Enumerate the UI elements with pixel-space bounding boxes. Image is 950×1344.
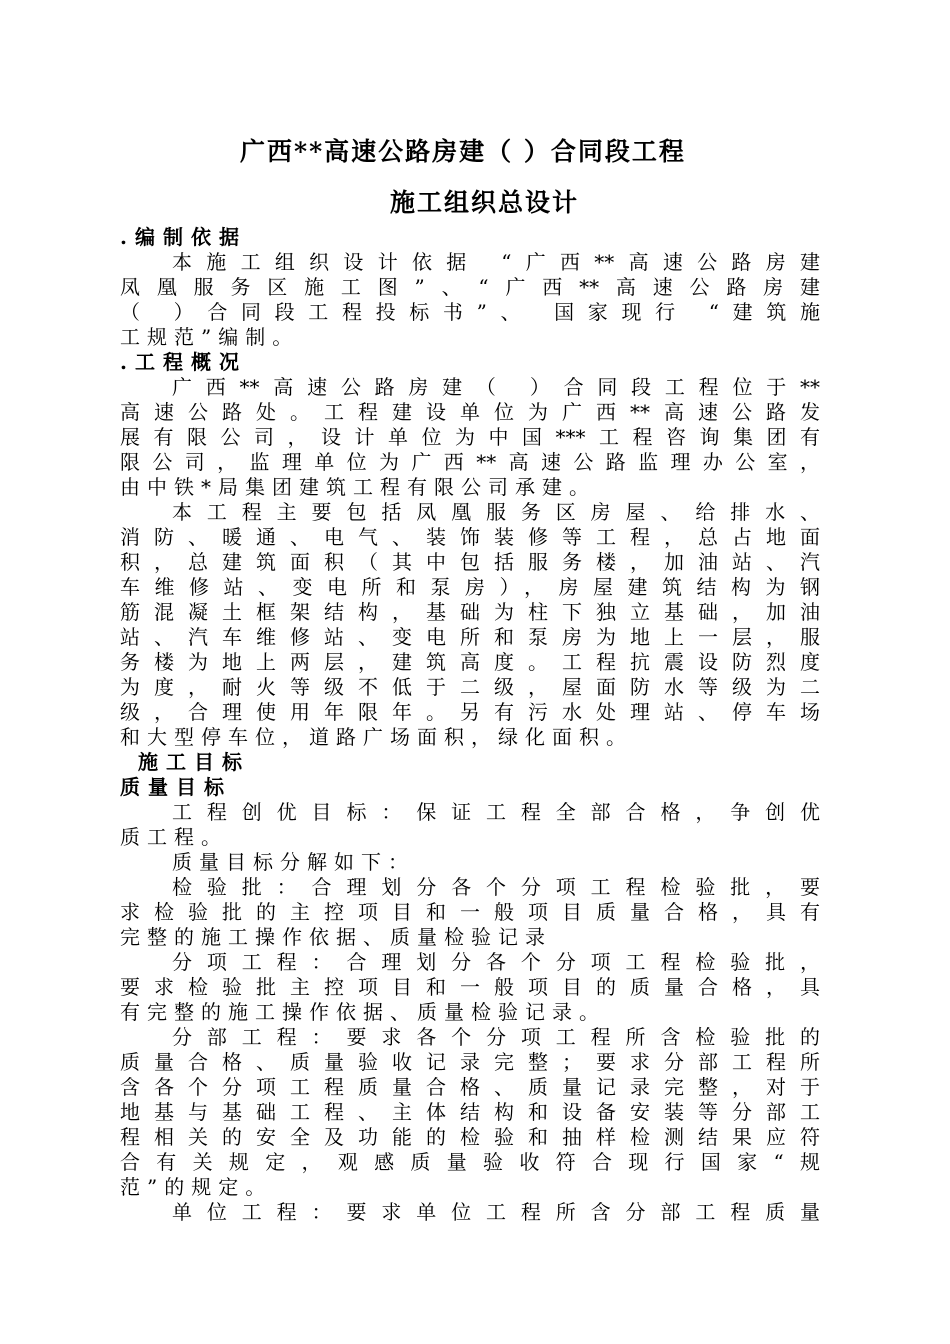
paragraph-line: 由中铁*局集团建筑工程有限公司承建。: [120, 475, 596, 499]
paragraph-line: 质量合格、质量验收记录完整；要求分部工程所: [120, 1050, 820, 1074]
document-subtitle: 施工组织总设计: [390, 188, 580, 217]
paragraph-line: 要求检验批主控项目和一般项目的质量合格，具: [120, 975, 820, 999]
paragraph-line: 地基与基础工程、主体结构和设备安装等分部工: [120, 1100, 820, 1124]
paragraph-line: 本施工组织设计依据 “广西**高速公路房建: [172, 250, 820, 274]
paragraph-line: 完整的施工操作依据、质量检验记录: [120, 925, 552, 949]
paragraph-line: 务楼为地上两层，建筑高度。工程抗震设防烈度: [120, 650, 820, 674]
paragraph-line: 消防、暖通、电气、装饰装修等工程，总占地面: [120, 525, 820, 549]
section-heading-overview: .工程概况: [120, 350, 247, 374]
paragraph-line: 质工程。: [120, 825, 228, 849]
paragraph-line: 含各个分项工程质量合格、质量记录完整，对于: [120, 1075, 820, 1099]
document-title: 广西**高速公路房建（ ）合同段工程: [240, 137, 686, 166]
section-heading-goals: 施工目标: [138, 750, 250, 774]
paragraph-line: 范”的规定。: [120, 1175, 273, 1199]
paragraph-line: 求检验批的主控项目和一般项目质量合格，具有: [120, 900, 820, 924]
section-heading-basis: .编制依据: [120, 225, 247, 249]
paragraph-line: 高速公路处。工程建设单位为广西**高速公路发: [120, 400, 820, 424]
paragraph-line: 凤凰服务区施工图”、“广西**高速公路房建: [120, 275, 820, 299]
paragraph-line: 本工程主要包括凤凰服务区房屋、给排水、: [172, 500, 820, 524]
paragraph-line: （ ）合同段工程投标书”、 国家现行 “建筑施: [120, 300, 820, 324]
paragraph-line: 积，总建筑面积（其中包括服务楼，加油站、汽: [120, 550, 820, 574]
paragraph-line: 工规范”编制。: [120, 325, 300, 349]
paragraph-line: 工程创优目标：保证工程全部合格，争创优: [172, 800, 820, 824]
paragraph-line: 合有关规定，观感质量验收符合现行国家“规: [120, 1150, 820, 1174]
paragraph-line: 分部工程：要求各个分项工程所含检验批的: [172, 1025, 820, 1049]
paragraph-line: 和大型停车位，道路广场面积，绿化面积。: [120, 725, 633, 749]
paragraph-line: 为度，耐火等级不低于二级，屋面防水等级为二: [120, 675, 820, 699]
paragraph-line: 限公司，监理单位为广西**高速公路监理办公室，: [120, 450, 820, 474]
paragraph-line: 程相关的安全及功能的检验和抽样检测结果应符: [120, 1125, 820, 1149]
paragraph-line: 展有限公司，设计单位为中国***工程咨询集团有: [120, 425, 820, 449]
paragraph-line: 筋混凝土框架结构，基础为柱下独立基础，加油: [120, 600, 820, 624]
paragraph-line: 车维修站、变电所和泵房），房屋建筑结构为钢: [120, 575, 820, 599]
paragraph-line: 站、汽车维修站、变电所和泵房为地上一层，服: [120, 625, 820, 649]
paragraph-line: 广西**高速公路房建（ ）合同段工程位于**: [172, 375, 820, 399]
paragraph-line: 分项工程：合理划分各个分项工程检验批，: [172, 950, 820, 974]
paragraph-line: 单位工程：要求单位工程所含分部工程质量: [172, 1200, 820, 1224]
paragraph-line: 检验批：合理划分各个分项工程检验批，要: [172, 875, 820, 899]
paragraph-line: 级，合理使用年限年。另有污水处理站、停车场: [120, 700, 820, 724]
paragraph-line: 质量目标分解如下：: [172, 850, 415, 874]
paragraph-line: 有完整的施工操作依据、质量检验记录。: [120, 1000, 606, 1024]
subsection-heading-quality: 质量目标: [120, 775, 232, 799]
